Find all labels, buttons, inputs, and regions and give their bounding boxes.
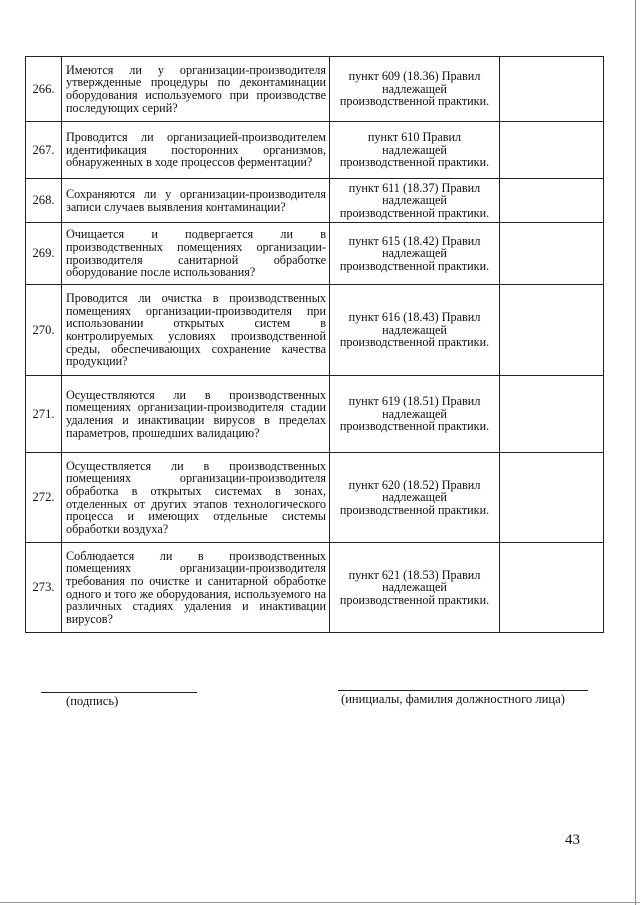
regulation-reference: пункт 609 (18.36) Правил надлежащей производственной практики. [330, 57, 500, 122]
table-row [26, 376, 604, 453]
question-text: Осуществляется ли в производственных помещениях организации-производителя обработка в открытых системах в зонах, отделенных от других этапов технологического процесса и имеющих отдельные системы обработки воздуха? [62, 453, 330, 543]
answer-cell[interactable] [500, 179, 604, 223]
answer-cell[interactable] [500, 223, 604, 285]
answer-cell[interactable] [500, 376, 604, 453]
table-row [26, 453, 604, 543]
scan-edge-bottom [0, 902, 640, 903]
table-row [26, 223, 604, 285]
question-text: Очищается и подвергается ли в производственных помещениях организации-производителя санитарной обработке оборудование после использования? [62, 223, 330, 285]
regulation-reference: пункт 616 (18.43) Правил надлежащей производственной практики. [330, 285, 500, 376]
regulation-reference: пункт 610 Правил надлежащей производственной практики. [330, 122, 500, 179]
question-text: Сохраняются ли у организации-производителя записи случаев выявления контаминации? [62, 179, 330, 223]
question-text: Соблюдается ли в производственных помещениях организации-производителя требования по очистке и санитарной обработке одного и того же оборудования, используемого на различных стадиях удаления и инактивации вирусов? [62, 543, 330, 633]
row-number: 268. [26, 179, 62, 223]
question-text: Проводится ли организацией-производителем идентификация посторонних организмов, обнаруженных в ходе процессов ферментации? [62, 122, 330, 179]
row-number: 270. [26, 285, 62, 376]
table-row [26, 122, 604, 179]
table-row [26, 285, 604, 376]
row-number: 272. [26, 453, 62, 543]
regulation-reference: пункт 615 (18.42) Правил надлежащей производственной практики. [330, 223, 500, 285]
official-name-line[interactable] [338, 690, 588, 691]
regulation-reference: пункт 620 (18.52) Правил надлежащей производственной практики. [330, 453, 500, 543]
answer-cell[interactable] [500, 122, 604, 179]
row-number: 266. [26, 57, 62, 122]
table-row [26, 179, 604, 223]
signature-label: (подпись) [66, 694, 119, 708]
regulation-reference: пункт 621 (18.53) Правил надлежащей производственной практики. [330, 543, 500, 633]
table-row [26, 57, 604, 122]
row-number: 267. [26, 122, 62, 179]
table-row [26, 543, 604, 633]
row-number: 273. [26, 543, 62, 633]
official-name-label: (инициалы, фамилия должностного лица) [341, 692, 565, 706]
signature-line[interactable] [41, 692, 197, 693]
checklist-table [25, 56, 604, 633]
answer-cell[interactable] [500, 543, 604, 633]
page-number: 43 [565, 832, 580, 848]
regulation-reference: пункт 619 (18.51) Правил надлежащей производственной практики. [330, 376, 500, 453]
row-number: 271. [26, 376, 62, 453]
question-text: Имеются ли у организации-производителя утвержденные процедуры по деконтаминации оборудования используемого при производстве последующих серий? [62, 57, 330, 122]
question-text: Проводится ли очистка в производственных помещениях организации-производителя при использовании открытых систем в контролируемых условиях производственной среды, обеспечивающих сохранение качества продукции? [62, 285, 330, 376]
answer-cell[interactable] [500, 285, 604, 376]
row-number: 269. [26, 223, 62, 285]
regulation-reference: пункт 611 (18.37) Правил надлежащей производственной практики. [330, 179, 500, 223]
answer-cell[interactable] [500, 453, 604, 543]
question-text: Осуществляются ли в производственных помещениях организации-производителя стадии удаления и инактивации вирусов в пределах параметров, прошедших валидацию? [62, 376, 330, 453]
scan-edge-right [635, 0, 636, 905]
answer-cell[interactable] [500, 57, 604, 122]
